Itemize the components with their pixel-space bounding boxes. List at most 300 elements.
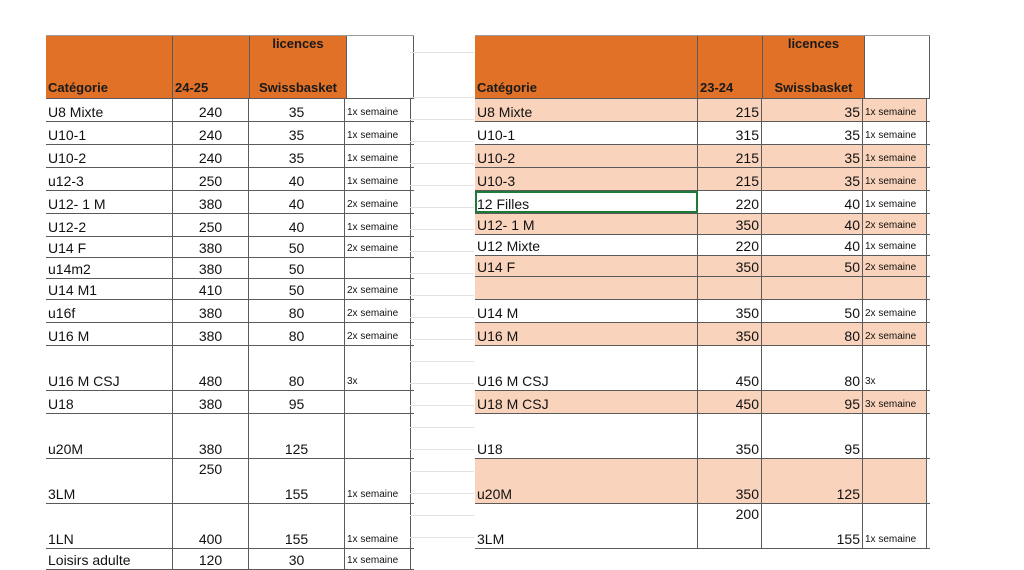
category-cell[interactable] bbox=[475, 459, 698, 503]
licences-cell[interactable] bbox=[249, 323, 345, 345]
category-cell-text: U16 M CSJ bbox=[48, 373, 120, 389]
category-cell[interactable] bbox=[475, 256, 698, 276]
category-cell[interactable] bbox=[46, 258, 173, 278]
licences-cell-text: 35 bbox=[844, 150, 860, 166]
licences-cell-text: 95 bbox=[844, 441, 860, 457]
frequency-cell-text: 2x semaine bbox=[347, 199, 399, 210]
licences-cell[interactable] bbox=[249, 191, 345, 213]
price-cell[interactable] bbox=[173, 237, 249, 257]
price-cell-text: 350 bbox=[735, 441, 759, 457]
category-cell[interactable] bbox=[475, 323, 698, 345]
frequency-cell[interactable] bbox=[863, 235, 927, 255]
category-cell-text: U18 bbox=[477, 441, 503, 457]
licences-cell[interactable] bbox=[762, 300, 863, 322]
frequency-cell[interactable] bbox=[863, 414, 927, 458]
licences-cell[interactable] bbox=[762, 346, 863, 390]
category-cell-text: U16 M bbox=[48, 328, 90, 344]
category-cell[interactable] bbox=[475, 346, 698, 390]
price-cell-text: 250 bbox=[198, 219, 223, 235]
licences-cell-text: 35 bbox=[288, 150, 305, 166]
table-row bbox=[46, 459, 414, 504]
frequency-cell[interactable] bbox=[863, 168, 927, 190]
category-cell[interactable] bbox=[46, 191, 173, 213]
table-row bbox=[475, 122, 930, 145]
table-row bbox=[46, 549, 414, 570]
price-cell[interactable] bbox=[698, 191, 762, 213]
price-cell[interactable] bbox=[698, 504, 762, 548]
table-row bbox=[475, 256, 930, 277]
licences-cell-text: 30 bbox=[288, 552, 305, 568]
price-cell[interactable] bbox=[173, 191, 249, 213]
price-cell-text: 380 bbox=[198, 196, 223, 212]
category-cell[interactable] bbox=[46, 346, 173, 390]
category-cell-text: U10-3 bbox=[477, 173, 516, 189]
table-row bbox=[46, 214, 414, 237]
header-licences[interactable]: licences Swissbasket bbox=[249, 36, 346, 98]
category-cell-text: Loisirs adulte bbox=[48, 552, 131, 568]
category-cell[interactable] bbox=[475, 235, 698, 255]
frequency-cell[interactable] bbox=[863, 214, 927, 234]
licences-cell-text: 40 bbox=[288, 196, 305, 212]
frequency-cell[interactable] bbox=[345, 549, 411, 569]
price-cell[interactable] bbox=[173, 168, 249, 190]
frequency-cell-text: 1x semaine bbox=[865, 176, 917, 187]
price-cell[interactable] bbox=[173, 391, 249, 413]
licences-cell-text: 125 bbox=[836, 486, 860, 502]
category-cell[interactable] bbox=[46, 237, 173, 257]
price-cell[interactable] bbox=[698, 99, 762, 121]
frequency-cell[interactable] bbox=[345, 258, 411, 278]
price-cell-text: 380 bbox=[198, 328, 223, 344]
category-cell-text: U12- 1 M bbox=[48, 196, 106, 212]
table-row bbox=[475, 300, 930, 323]
licences-cell[interactable] bbox=[762, 168, 863, 190]
frequency-cell[interactable] bbox=[863, 99, 927, 121]
table-row bbox=[46, 145, 414, 168]
category-cell-text: u16f bbox=[48, 305, 76, 321]
category-cell[interactable] bbox=[46, 459, 173, 503]
licences-cell[interactable] bbox=[762, 256, 863, 276]
price-cell[interactable] bbox=[698, 168, 762, 190]
header-season[interactable]: 23-24 bbox=[697, 36, 762, 98]
table-row bbox=[475, 235, 930, 256]
price-cell[interactable] bbox=[173, 99, 249, 121]
frequency-cell-text: 2x semaine bbox=[865, 308, 917, 319]
price-cell[interactable] bbox=[173, 122, 249, 144]
licences-cell[interactable] bbox=[249, 504, 345, 548]
category-cell[interactable] bbox=[475, 277, 698, 299]
licences-cell[interactable] bbox=[762, 122, 863, 144]
frequency-cell[interactable] bbox=[863, 459, 927, 503]
price-cell-text: 410 bbox=[198, 282, 223, 298]
frequency-cell-text: 2x semaine bbox=[865, 331, 917, 342]
licences-cell[interactable] bbox=[249, 300, 345, 322]
table-2023-24 bbox=[475, 35, 930, 549]
table-row bbox=[475, 168, 930, 191]
frequency-cell[interactable] bbox=[863, 256, 927, 276]
price-cell-text: 215 bbox=[735, 104, 759, 120]
price-cell-text: 250 bbox=[198, 173, 223, 189]
frequency-cell-text: 2x semaine bbox=[347, 243, 399, 254]
licences-cell[interactable] bbox=[249, 549, 345, 569]
licences-cell-text: 40 bbox=[288, 219, 305, 235]
price-cell[interactable] bbox=[173, 300, 249, 322]
frequency-cell-text: 2x semaine bbox=[347, 308, 399, 319]
price-cell[interactable] bbox=[173, 323, 249, 345]
price-cell[interactable] bbox=[698, 391, 762, 413]
licences-cell[interactable] bbox=[249, 214, 345, 236]
header-season[interactable]: 24-25 bbox=[172, 36, 249, 98]
category-cell-text: U8 Mixte bbox=[48, 104, 104, 120]
price-cell[interactable] bbox=[698, 323, 762, 345]
licences-cell-text: 50 bbox=[288, 261, 305, 277]
category-cell[interactable] bbox=[475, 391, 698, 413]
frequency-cell-text: 1x semaine bbox=[347, 222, 399, 233]
price-cell-text: 350 bbox=[735, 486, 759, 502]
table-row bbox=[46, 346, 414, 391]
header-row bbox=[46, 35, 414, 99]
price-cell[interactable] bbox=[698, 277, 762, 299]
price-cell-text: 350 bbox=[735, 217, 759, 233]
frequency-cell-text: 2x semaine bbox=[347, 285, 399, 296]
frequency-cell-text: 1x semaine bbox=[347, 555, 399, 566]
frequency-cell-text: 1x semaine bbox=[347, 176, 399, 187]
price-cell-text: 380 bbox=[198, 240, 223, 256]
price-cell[interactable] bbox=[698, 214, 762, 234]
price-cell[interactable] bbox=[173, 504, 249, 548]
category-cell[interactable] bbox=[46, 504, 173, 548]
licences-cell-text: 50 bbox=[844, 259, 860, 275]
frequency-cell[interactable] bbox=[345, 145, 411, 167]
category-cell[interactable] bbox=[475, 414, 698, 458]
category-cell[interactable] bbox=[46, 279, 173, 299]
frequency-cell-text: 1x semaine bbox=[347, 130, 399, 141]
table-row bbox=[46, 414, 414, 459]
category-cell[interactable] bbox=[46, 414, 173, 458]
price-cell[interactable] bbox=[698, 122, 762, 144]
category-cell-text: 3LM bbox=[477, 531, 505, 547]
category-cell-text: 12 Filles bbox=[477, 196, 530, 212]
category-cell[interactable] bbox=[475, 300, 698, 322]
price-cell[interactable] bbox=[698, 346, 762, 390]
frequency-cell-text: 2x semaine bbox=[865, 220, 917, 231]
table-row bbox=[46, 99, 414, 122]
frequency-cell[interactable] bbox=[863, 323, 927, 345]
category-cell[interactable] bbox=[46, 323, 173, 345]
frequency-cell-text: 1x semaine bbox=[865, 130, 917, 141]
licences-cell-text: 80 bbox=[288, 373, 305, 389]
table-row bbox=[46, 504, 414, 549]
licences-cell[interactable] bbox=[249, 346, 345, 390]
licences-cell[interactable] bbox=[762, 459, 863, 503]
category-cell[interactable] bbox=[46, 300, 173, 322]
price-cell[interactable] bbox=[698, 256, 762, 276]
frequency-cell[interactable] bbox=[345, 346, 411, 390]
price-cell[interactable] bbox=[698, 414, 762, 458]
price-cell[interactable] bbox=[698, 235, 762, 255]
price-cell[interactable] bbox=[698, 145, 762, 167]
frequency-cell[interactable] bbox=[345, 323, 411, 345]
price-cell[interactable] bbox=[173, 346, 249, 390]
frequency-cell-text: 2x semaine bbox=[347, 331, 399, 342]
category-cell[interactable] bbox=[475, 214, 698, 234]
licences-cell-text: 80 bbox=[844, 373, 860, 389]
category-cell-text: u14m2 bbox=[48, 261, 91, 277]
category-cell-text: U10-2 bbox=[477, 150, 516, 166]
licences-cell[interactable] bbox=[762, 214, 863, 234]
table-body bbox=[475, 99, 930, 549]
licences-cell-text: 155 bbox=[284, 531, 309, 547]
category-cell[interactable] bbox=[475, 145, 698, 167]
licences-cell-text: 50 bbox=[844, 305, 860, 321]
category-cell[interactable] bbox=[46, 145, 173, 167]
licences-cell-text: 40 bbox=[288, 173, 305, 189]
frequency-cell[interactable] bbox=[345, 459, 411, 503]
price-cell-text: 380 bbox=[198, 396, 223, 412]
frequency-cell[interactable] bbox=[863, 391, 927, 413]
frequency-cell[interactable] bbox=[345, 279, 411, 299]
category-cell[interactable] bbox=[46, 214, 173, 236]
empty-columns bbox=[410, 35, 474, 540]
licences-cell-text: 35 bbox=[288, 104, 305, 120]
licences-cell[interactable] bbox=[762, 277, 863, 299]
table-row bbox=[46, 279, 414, 300]
category-cell-text: U14 M bbox=[477, 305, 519, 321]
licences-cell[interactable] bbox=[762, 235, 863, 255]
licences-cell-text: 95 bbox=[288, 396, 305, 412]
table-row bbox=[46, 258, 414, 279]
category-cell-text: 1LN bbox=[48, 531, 74, 547]
category-cell-text: U8 Mixte bbox=[477, 104, 533, 120]
table-row bbox=[46, 122, 414, 145]
frequency-cell[interactable] bbox=[863, 504, 927, 548]
frequency-cell[interactable] bbox=[345, 237, 411, 257]
table-row bbox=[475, 504, 930, 549]
licences-cell-text: 155 bbox=[284, 486, 309, 502]
table-row bbox=[475, 391, 930, 414]
licences-cell[interactable] bbox=[762, 191, 863, 213]
category-cell-text: U14 F bbox=[48, 240, 87, 256]
frequency-cell-text: 1x semaine bbox=[865, 534, 917, 545]
frequency-cell-text: 1x semaine bbox=[347, 534, 399, 545]
category-cell-text: u20M bbox=[48, 441, 84, 457]
licences-cell-text: 35 bbox=[844, 173, 860, 189]
frequency-cell-text: 1x semaine bbox=[865, 107, 917, 118]
licences-cell[interactable] bbox=[762, 323, 863, 345]
frequency-cell[interactable] bbox=[345, 414, 411, 458]
table-row bbox=[475, 145, 930, 168]
category-cell-text: U12-2 bbox=[48, 219, 87, 235]
table-row bbox=[475, 323, 930, 346]
price-cell-text: 315 bbox=[735, 127, 759, 143]
price-cell[interactable] bbox=[173, 549, 249, 569]
frequency-cell[interactable] bbox=[863, 145, 927, 167]
price-cell-text: 200 bbox=[735, 506, 759, 522]
licences-cell-text: 155 bbox=[836, 531, 860, 547]
price-cell-text: 380 bbox=[198, 261, 223, 277]
frequency-cell[interactable] bbox=[345, 99, 411, 121]
frequency-cell[interactable] bbox=[863, 346, 927, 390]
price-cell[interactable] bbox=[173, 214, 249, 236]
category-cell[interactable] bbox=[46, 168, 173, 190]
licences-cell[interactable] bbox=[249, 459, 345, 503]
price-cell-text: 240 bbox=[198, 127, 223, 143]
licences-cell-text: 80 bbox=[288, 328, 305, 344]
licences-cell[interactable] bbox=[762, 391, 863, 413]
licences-cell-text: 40 bbox=[844, 196, 860, 212]
category-cell[interactable] bbox=[46, 549, 173, 569]
table-row bbox=[46, 191, 414, 214]
licences-cell-text: 50 bbox=[288, 282, 305, 298]
price-cell[interactable] bbox=[173, 145, 249, 167]
category-cell[interactable] bbox=[46, 122, 173, 144]
licences-cell-text: 35 bbox=[844, 127, 860, 143]
category-cell[interactable] bbox=[46, 99, 173, 121]
licences-cell-text: 50 bbox=[288, 240, 305, 256]
table-row bbox=[475, 414, 930, 459]
price-cell-text: 480 bbox=[198, 373, 223, 389]
table-row bbox=[46, 237, 414, 258]
header-frequency[interactable] bbox=[864, 36, 930, 98]
licences-cell-text: 125 bbox=[284, 441, 309, 457]
table-row bbox=[46, 391, 414, 414]
category-cell-text: 3LM bbox=[48, 486, 76, 502]
header-category[interactable]: Catégorie bbox=[475, 36, 697, 98]
category-cell[interactable] bbox=[475, 504, 698, 548]
category-cell-text: U10-1 bbox=[48, 127, 87, 143]
header-category[interactable]: Catégorie bbox=[46, 36, 172, 98]
frequency-cell[interactable] bbox=[863, 277, 927, 299]
licences-cell[interactable] bbox=[762, 504, 863, 548]
frequency-cell[interactable] bbox=[863, 122, 927, 144]
frequency-cell-text: 1x semaine bbox=[347, 153, 399, 164]
price-cell[interactable] bbox=[173, 414, 249, 458]
table-row bbox=[475, 346, 930, 391]
frequency-cell-text: 3x semaine bbox=[865, 399, 917, 410]
category-cell-text: U16 M CSJ bbox=[477, 373, 549, 389]
table-row bbox=[475, 459, 930, 504]
price-cell-text: 380 bbox=[198, 441, 223, 457]
price-cell-text: 220 bbox=[735, 196, 759, 212]
header-row bbox=[475, 35, 930, 99]
category-cell-text: u20M bbox=[477, 486, 513, 502]
licences-cell-text: 35 bbox=[288, 127, 305, 143]
price-cell-text: 250 bbox=[198, 461, 223, 477]
frequency-cell[interactable] bbox=[345, 168, 411, 190]
price-cell[interactable] bbox=[698, 300, 762, 322]
frequency-cell[interactable] bbox=[345, 122, 411, 144]
category-cell-text: U16 M bbox=[477, 328, 519, 344]
frequency-cell-text: 1x semaine bbox=[347, 107, 399, 118]
frequency-cell[interactable] bbox=[345, 300, 411, 322]
price-cell-text: 350 bbox=[735, 305, 759, 321]
price-cell-text: 450 bbox=[735, 396, 759, 412]
frequency-cell-text: 2x semaine bbox=[865, 262, 917, 273]
licences-cell[interactable] bbox=[249, 414, 345, 458]
table-row bbox=[46, 168, 414, 191]
licences-cell-text: 80 bbox=[844, 328, 860, 344]
category-cell[interactable] bbox=[46, 391, 173, 413]
frequency-cell-text: 1x semaine bbox=[347, 489, 399, 500]
category-cell[interactable] bbox=[475, 99, 698, 121]
licences-cell[interactable] bbox=[762, 145, 863, 167]
price-cell-text: 400 bbox=[198, 531, 223, 547]
header-frequency[interactable] bbox=[346, 36, 414, 98]
frequency-cell[interactable] bbox=[345, 391, 411, 413]
licences-cell[interactable] bbox=[249, 168, 345, 190]
category-cell-text: u12-3 bbox=[48, 173, 84, 189]
category-cell-text: U10-2 bbox=[48, 150, 87, 166]
licences-cell-text: 40 bbox=[844, 217, 860, 233]
price-cell-text: 220 bbox=[735, 238, 759, 254]
frequency-cell-text: 1x semaine bbox=[865, 241, 917, 252]
frequency-cell-text: 3x bbox=[865, 376, 876, 387]
category-cell[interactable] bbox=[475, 122, 698, 144]
category-cell-text: U14 M1 bbox=[48, 282, 98, 298]
price-cell-text: 215 bbox=[735, 173, 759, 189]
category-cell-text: U18 M CSJ bbox=[477, 396, 549, 412]
category-cell-text: U14 F bbox=[477, 259, 516, 275]
licences-cell-text: 35 bbox=[844, 104, 860, 120]
header-licences[interactable]: licences Swissbasket bbox=[762, 36, 864, 98]
price-cell-text: 450 bbox=[735, 373, 759, 389]
table-row bbox=[46, 300, 414, 323]
licences-cell-text: 40 bbox=[844, 238, 860, 254]
category-cell-text: U12 Mixte bbox=[477, 238, 541, 254]
price-cell[interactable] bbox=[698, 459, 762, 503]
price-cell-text: 215 bbox=[735, 150, 759, 166]
price-cell[interactable] bbox=[173, 279, 249, 299]
category-cell-text: U12- 1 M bbox=[477, 217, 535, 233]
frequency-cell[interactable] bbox=[863, 300, 927, 322]
frequency-cell[interactable] bbox=[345, 214, 411, 236]
licences-cell[interactable] bbox=[249, 145, 345, 167]
licences-cell[interactable] bbox=[762, 99, 863, 121]
licences-cell[interactable] bbox=[249, 237, 345, 257]
licences-cell[interactable] bbox=[249, 99, 345, 121]
category-cell-text: U18 bbox=[48, 396, 74, 412]
table-row bbox=[475, 99, 930, 122]
table-2024-25 bbox=[46, 35, 414, 570]
licences-cell[interactable] bbox=[249, 258, 345, 278]
frequency-cell[interactable] bbox=[345, 504, 411, 548]
frequency-cell[interactable] bbox=[345, 191, 411, 213]
licences-cell-text: 80 bbox=[288, 305, 305, 321]
licences-cell[interactable] bbox=[249, 279, 345, 299]
licences-cell[interactable] bbox=[762, 414, 863, 458]
table-row bbox=[475, 214, 930, 235]
licences-cell[interactable] bbox=[249, 391, 345, 413]
price-cell[interactable] bbox=[173, 258, 249, 278]
price-cell-text: 380 bbox=[198, 305, 223, 321]
frequency-cell-text: 1x semaine bbox=[865, 199, 917, 210]
table-body bbox=[46, 99, 414, 570]
table-row bbox=[475, 191, 930, 214]
frequency-cell-text: 3x bbox=[347, 376, 358, 387]
price-cell-text: 240 bbox=[198, 150, 223, 166]
selected-cell[interactable] bbox=[475, 191, 698, 213]
licences-cell-text: 95 bbox=[844, 396, 860, 412]
licences-cell[interactable] bbox=[249, 122, 345, 144]
price-cell-text: 120 bbox=[198, 552, 223, 568]
price-cell[interactable] bbox=[173, 459, 249, 503]
frequency-cell-text: 1x semaine bbox=[865, 153, 917, 164]
frequency-cell[interactable] bbox=[863, 191, 927, 213]
table-row bbox=[475, 277, 930, 300]
price-cell-text: 350 bbox=[735, 259, 759, 275]
category-cell[interactable] bbox=[475, 168, 698, 190]
category-cell-text: U10-1 bbox=[477, 127, 516, 143]
